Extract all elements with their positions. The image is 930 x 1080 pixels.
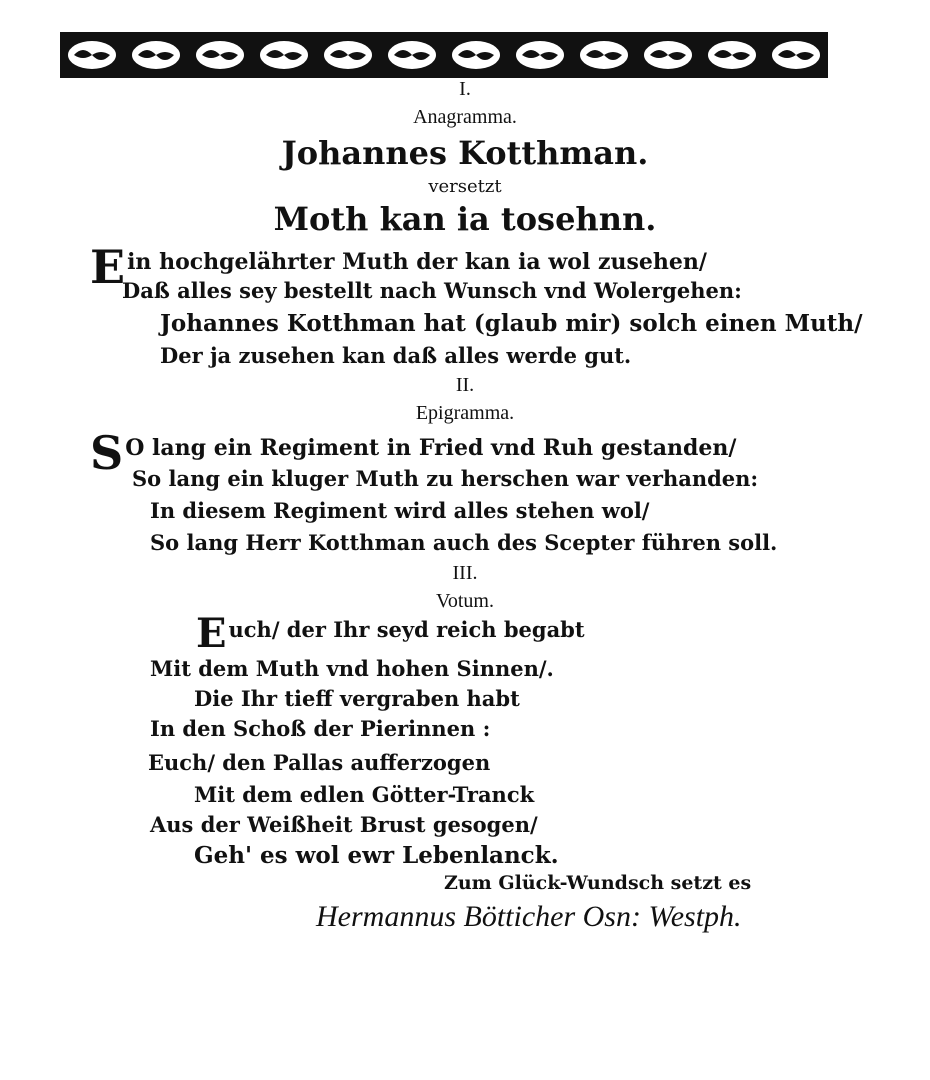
drop-initial: E (90, 240, 126, 294)
drop-initial: E (196, 610, 227, 657)
verse-line: Geh' es wol ewr Lebenlanck. (194, 842, 559, 869)
verse-line: Daß alles sey bestellt nach Wunsch vnd Wolergehen: (122, 278, 742, 303)
section-numeral-3: III. (452, 562, 478, 584)
verse-line: SO lang ein Regiment in Fried vnd Ruh gestanden/ (90, 426, 737, 480)
section-numeral-1: I. (459, 78, 471, 100)
verse-line: In den Schoß der Pierinnen : (150, 716, 491, 741)
section-heading-anagramma: Anagramma. (413, 106, 517, 128)
verse-line: Ein hochgelährter Muth der kan ia wol zusehen/ (90, 240, 707, 294)
decorative-border (60, 32, 828, 78)
section-heading-epigramma: Epigramma. (415, 402, 515, 424)
verse-line: In diesem Regiment wird alles stehen wol/ (150, 498, 650, 523)
anagram-result: Moth kan ia tosehnn. (273, 200, 657, 238)
verse-line: Mit dem Muth vnd hohen Sinnen/. (150, 656, 554, 681)
verse-line: Euch/ der Ihr seyd reich begabt (196, 610, 585, 657)
verse-line: Aus der Weißheit Brust gesogen/ (150, 812, 538, 837)
section-heading-votum: Votum. (436, 590, 494, 612)
verse-line: Mit dem edlen Götter-Tranck (194, 782, 535, 807)
section-numeral-2: II. (455, 374, 475, 396)
versetzt-label: versetzt (428, 176, 502, 197)
verse-line: So lang Herr Kotthman auch des Scepter führen soll. (150, 530, 778, 555)
verse-line: Die Ihr tieff vergraben habt (194, 686, 520, 711)
verse-line: Der ja zusehen kan daß alles werde gut. (160, 343, 632, 368)
drop-initial: S (90, 426, 124, 480)
anagram-source-name: Johannes Kotthman. (281, 134, 649, 172)
dedication-line: Zum Glück-Wundsch setzt es (444, 872, 752, 894)
verse-line: Euch/ den Pallas aufferzogen (148, 750, 491, 775)
author-signature: Hermannus Bötticher Osn: Westph. (316, 900, 742, 933)
verse-line: So lang ein kluger Muth zu herschen war verhanden: (132, 466, 759, 491)
verse-line: Johannes Kotthman hat (glaub mir) solch einen Muth/ (160, 310, 863, 337)
